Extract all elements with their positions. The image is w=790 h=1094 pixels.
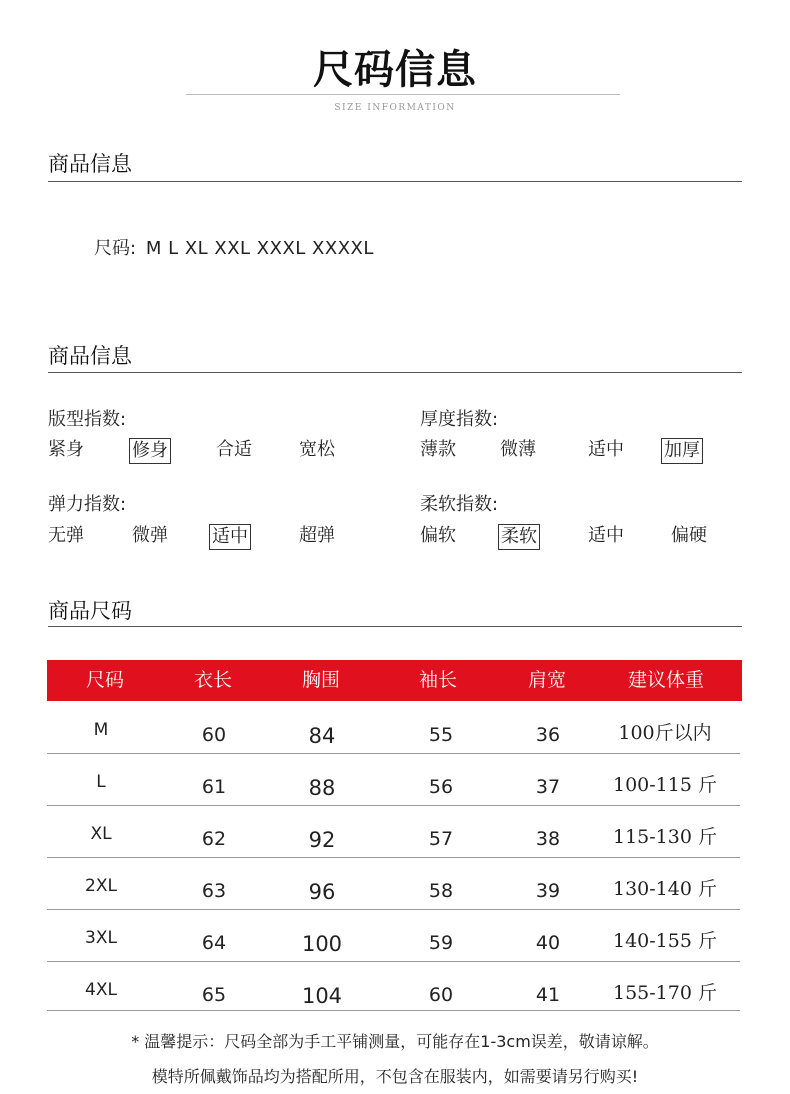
fit-option-selected: 修身 xyxy=(129,438,171,464)
fit-option: 紧身 xyxy=(48,439,84,460)
weight-cell: 100斤以内 xyxy=(618,722,712,744)
row-divider xyxy=(47,805,740,806)
shoulder-cell: 40 xyxy=(535,932,561,954)
softness-index-label: 柔软指数: xyxy=(420,494,499,515)
sleeve-cell: 60 xyxy=(428,984,454,1006)
chest-cell: 84 xyxy=(308,724,336,748)
size-cell: 2XL xyxy=(85,876,117,896)
length-cell: 64 xyxy=(201,932,227,954)
column-header-sleeve: 袖长 xyxy=(418,669,458,691)
chest-cell: 104 xyxy=(301,984,343,1008)
thickness-option-selected: 加厚 xyxy=(661,438,703,464)
length-cell: 62 xyxy=(201,828,227,850)
column-header-size: 尺码 xyxy=(85,669,125,691)
row-divider xyxy=(47,909,740,910)
row-divider xyxy=(47,1010,740,1011)
size-list-label: 尺码: xyxy=(94,238,137,259)
shoulder-cell: 36 xyxy=(535,724,561,746)
shoulder-cell: 37 xyxy=(535,776,561,798)
size-table-header xyxy=(47,660,742,701)
softness-option: 偏软 xyxy=(420,525,456,546)
elasticity-index-label: 弹力指数: xyxy=(48,494,127,515)
elasticity-option: 无弹 xyxy=(48,525,84,546)
size-list xyxy=(94,234,374,260)
thickness-index-label: 厚度指数: xyxy=(420,409,499,430)
chest-cell: 96 xyxy=(308,880,336,904)
thickness-option: 适中 xyxy=(588,439,624,460)
shoulder-cell: 38 xyxy=(535,828,561,850)
shoulder-cell: 41 xyxy=(535,984,561,1006)
elasticity-option: 超弹 xyxy=(299,525,335,546)
table-row xyxy=(47,814,740,866)
weight-cell: 155-170 斤 xyxy=(613,982,717,1004)
thickness-option: 微薄 xyxy=(500,439,536,460)
fit-index-label: 版型指数: xyxy=(48,409,127,430)
fit-option: 合适 xyxy=(216,439,252,460)
length-cell: 63 xyxy=(201,880,227,902)
chest-cell: 100 xyxy=(301,932,343,956)
table-row xyxy=(47,970,740,1022)
column-header-shoulder: 肩宽 xyxy=(527,669,567,691)
sleeve-cell: 55 xyxy=(428,724,454,746)
size-list-values: M L XL XXL XXXL XXXXL xyxy=(145,238,374,259)
size-cell: XL xyxy=(90,824,112,844)
page-subtitle: SIZE INFORMATION xyxy=(334,103,456,113)
shoulder-cell: 39 xyxy=(535,880,561,902)
page-title: 尺码信息 xyxy=(313,47,477,93)
elasticity-option: 微弹 xyxy=(132,525,168,546)
row-divider xyxy=(47,753,740,754)
size-table-heading: 商品尺码 xyxy=(48,599,132,623)
size-cell: M xyxy=(93,720,109,740)
section-divider xyxy=(48,372,742,373)
size-cell: 4XL xyxy=(85,980,117,1000)
product-info-heading: 商品信息 xyxy=(48,152,132,176)
softness-option: 适中 xyxy=(588,525,624,546)
chest-cell: 92 xyxy=(308,828,336,852)
title-divider xyxy=(186,94,620,95)
column-header-length: 衣长 xyxy=(193,669,233,691)
measurement-note: * 温馨提示：尺码全部为手工平铺测量，可能存在1-3cm误差，敬请谅解。 xyxy=(131,1032,659,1051)
length-cell: 61 xyxy=(201,776,227,798)
row-divider xyxy=(47,857,740,858)
index-heading: 商品信息 xyxy=(48,344,132,368)
length-cell: 65 xyxy=(201,984,227,1006)
length-cell: 60 xyxy=(201,724,227,746)
row-divider xyxy=(47,961,740,962)
section-divider xyxy=(48,181,742,182)
size-cell: 3XL xyxy=(85,928,117,948)
weight-cell: 130-140 斤 xyxy=(613,878,717,900)
accessory-note: 模特所佩戴饰品均为搭配所用，不包含在服装内，如需要请另行购买! xyxy=(151,1067,639,1086)
section-divider xyxy=(48,626,742,627)
sleeve-cell: 58 xyxy=(428,880,454,902)
table-row xyxy=(47,866,740,918)
weight-cell: 140-155 斤 xyxy=(613,930,717,952)
fit-option: 宽松 xyxy=(299,439,335,460)
table-row xyxy=(47,710,740,762)
sleeve-cell: 56 xyxy=(428,776,454,798)
weight-cell: 100-115 斤 xyxy=(613,774,717,796)
table-row xyxy=(47,918,740,970)
softness-option: 偏硬 xyxy=(671,525,707,546)
table-row xyxy=(47,762,740,814)
thickness-option: 薄款 xyxy=(420,439,456,460)
softness-option-selected: 柔软 xyxy=(498,524,540,550)
sleeve-cell: 59 xyxy=(428,932,454,954)
chest-cell: 88 xyxy=(308,776,336,800)
size-cell: L xyxy=(96,772,106,792)
column-header-chest: 胸围 xyxy=(301,669,341,691)
sleeve-cell: 57 xyxy=(428,828,454,850)
column-header-weight: 建议体重 xyxy=(627,669,705,691)
elasticity-option-selected: 适中 xyxy=(209,524,251,550)
weight-cell: 115-130 斤 xyxy=(613,826,717,848)
